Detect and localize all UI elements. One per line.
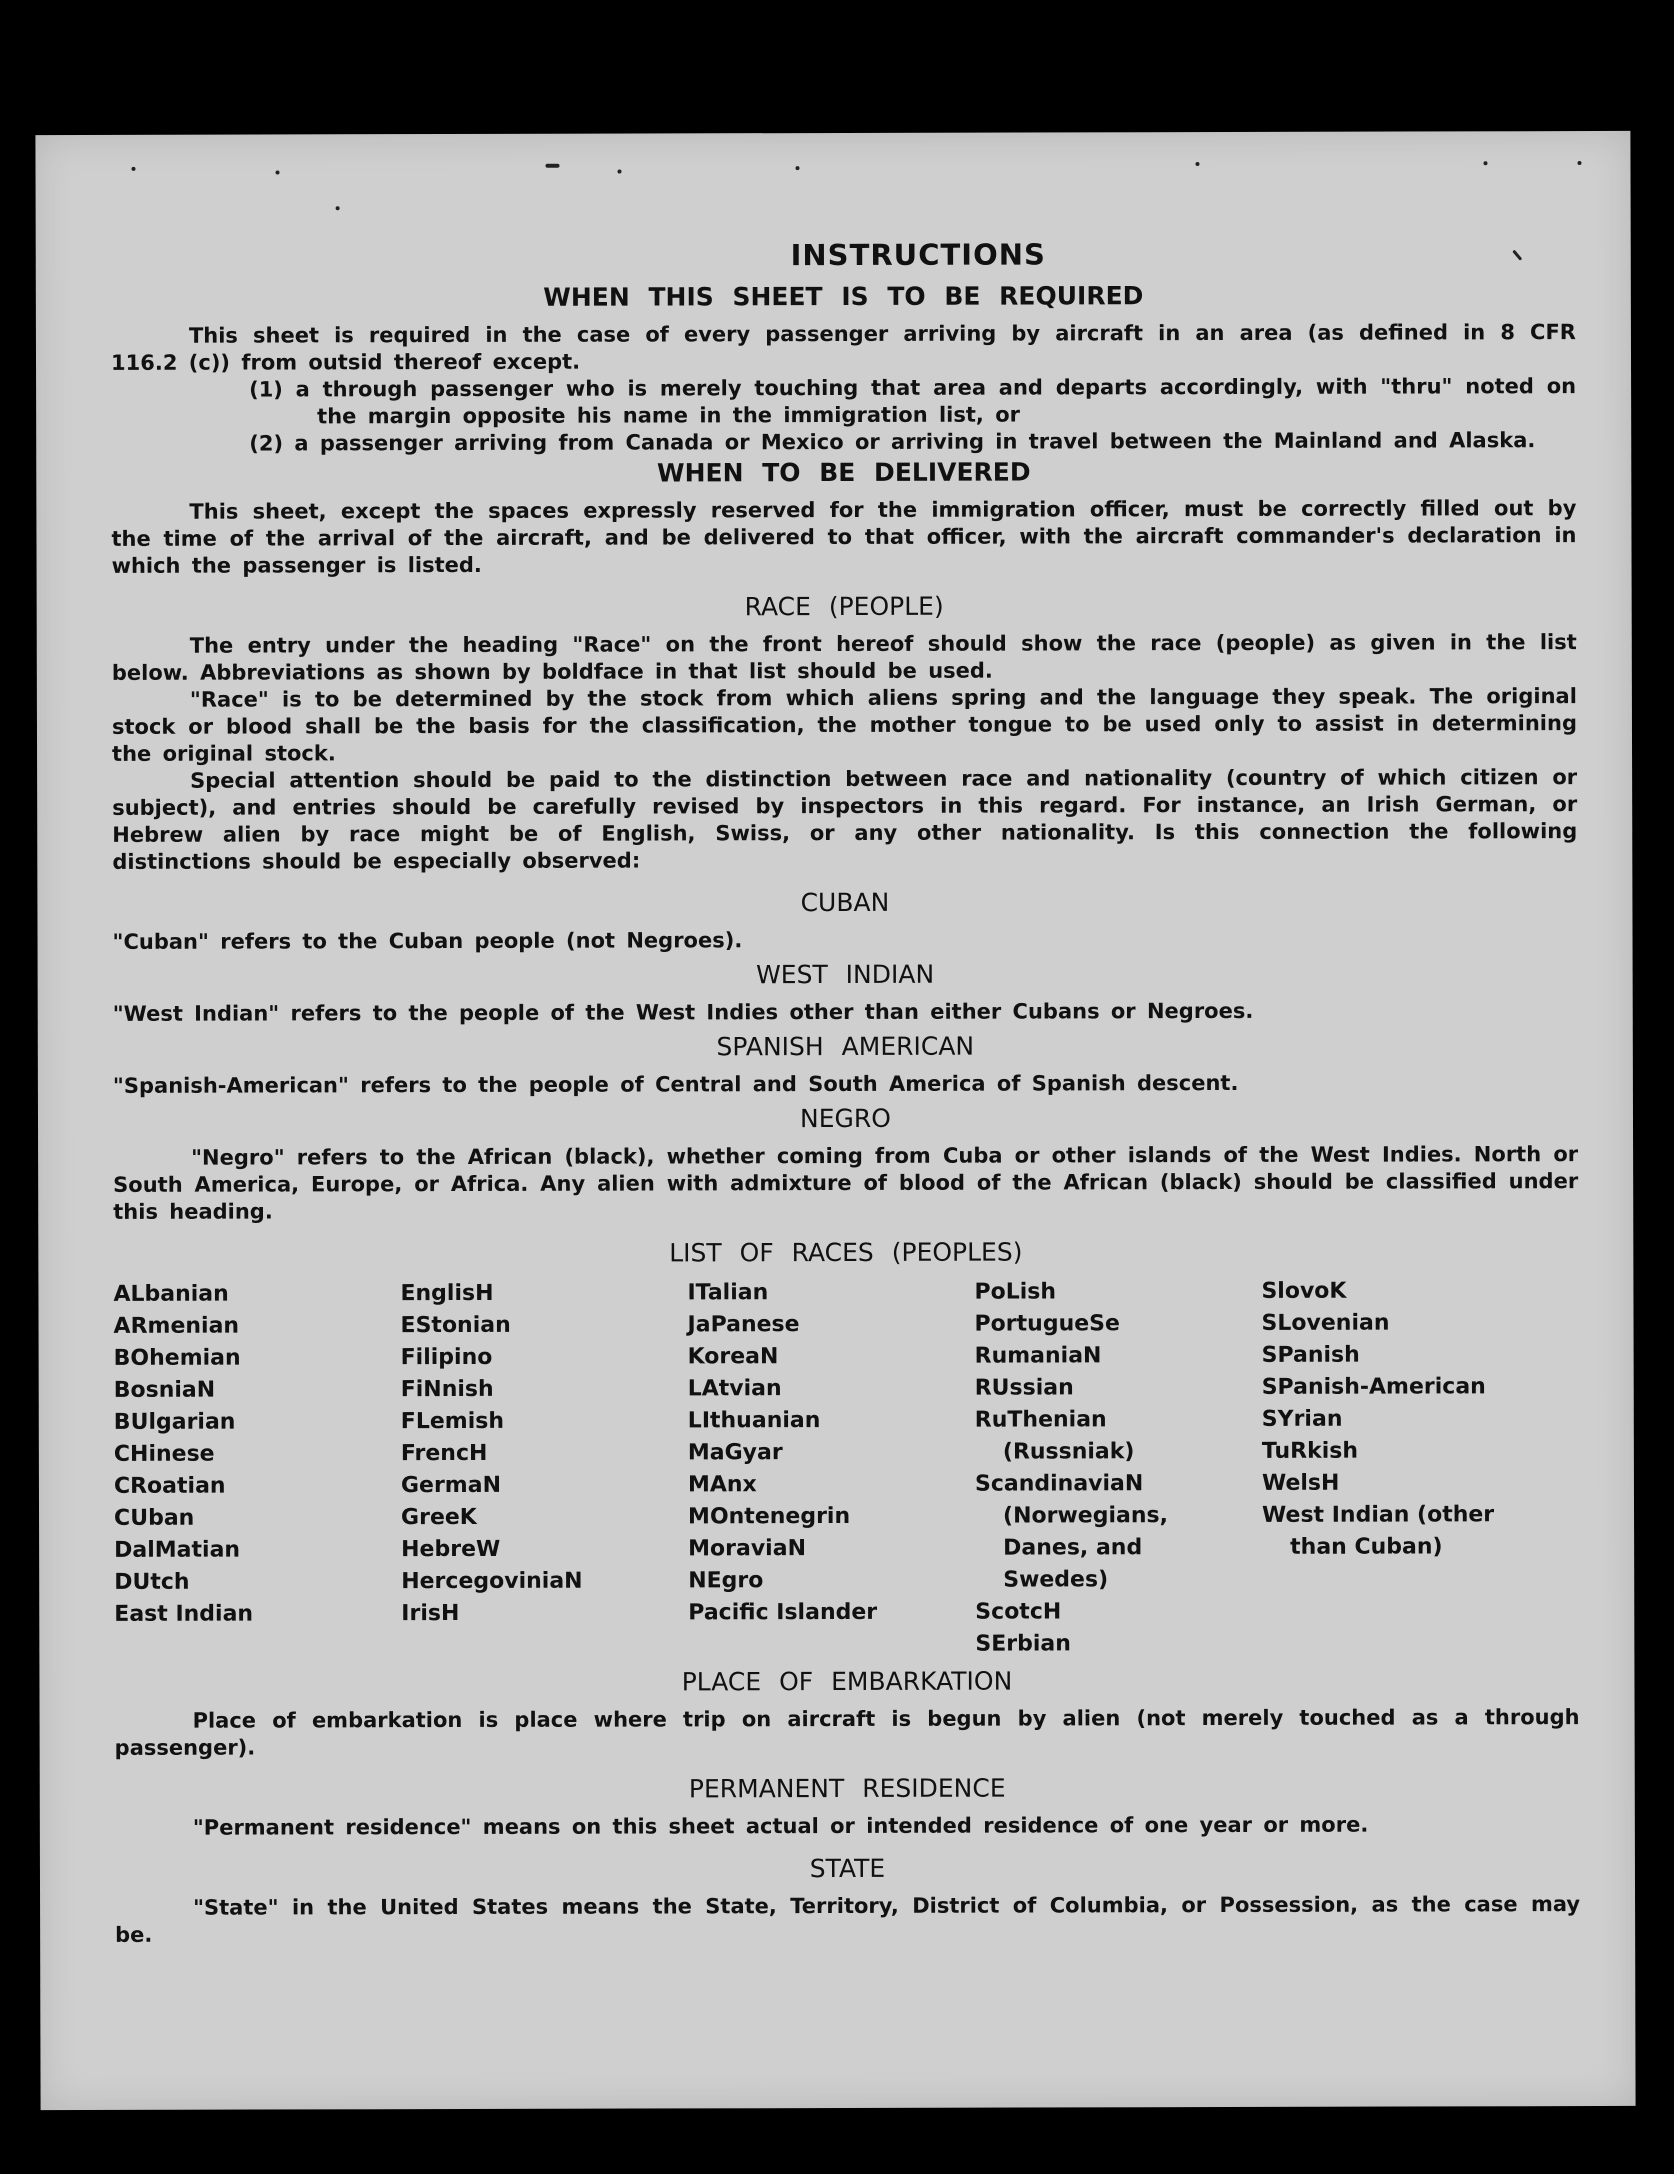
race-entry: ARmenian bbox=[113, 1313, 240, 1339]
speck bbox=[132, 167, 136, 171]
race-paragraph-1: The entry under the heading "Race" on the front hereof should show the race (people) as given in the list below. Abbreviations as shown by boldface in that list should be used. bbox=[111, 630, 1577, 685]
speck bbox=[796, 166, 800, 170]
race-entry: WelsH bbox=[1261, 1470, 1340, 1496]
race-entry: East Indian bbox=[114, 1601, 254, 1627]
race-entry: EStonian bbox=[400, 1312, 511, 1339]
race-entry: West Indian (other than Cuban) bbox=[1262, 1502, 1495, 1560]
embarkation-text: Place of embarkation is place where trip on aircraft is begun by alien (not merely touched as a through passenger). bbox=[114, 1705, 1580, 1760]
race-entry: BosniaN bbox=[113, 1377, 216, 1403]
instructions-content bbox=[111, 236, 1580, 1949]
race-entry: MaGyar bbox=[687, 1440, 783, 1466]
delivered-text: This sheet, except the spaces expressly reserved for the immigration officer, must be correctly filled out by the time of the arrival of the aircraft, and be delivered to that officer, with the aircraft commander's declaration in which the passenger is listed. bbox=[111, 496, 1577, 578]
state-text: "State" in the United States means the State, Territory, District of Columbia, or Possession, as the case may be. bbox=[115, 1892, 1581, 1947]
section-heading-state: STATE bbox=[809, 1853, 886, 1884]
race-entry: CRoatian bbox=[113, 1473, 226, 1499]
race-entry: IrisH bbox=[401, 1600, 460, 1627]
race-entry: JaPanese bbox=[687, 1312, 800, 1338]
race-entry: SLovenian bbox=[1261, 1310, 1390, 1336]
races-list bbox=[113, 1275, 1579, 1663]
required-exception-1: (1) a through passenger who is merely touching that area and departs accordingly, with "thru" noted on the margin opposite his name in the immigration list, or bbox=[249, 374, 1577, 429]
speck bbox=[1577, 161, 1581, 165]
speck bbox=[545, 164, 559, 168]
race-entry: SErbian bbox=[975, 1631, 1071, 1657]
race-entry: FrencH bbox=[400, 1440, 488, 1467]
race-entry: DUtch bbox=[114, 1569, 190, 1595]
race-entry: ScotcH bbox=[975, 1599, 1062, 1625]
race-entry: FLemish bbox=[400, 1408, 505, 1435]
document-sheet bbox=[35, 131, 1635, 2110]
section-heading-list-of-races: LIST OF RACES (PEOPLES) bbox=[669, 1237, 1023, 1268]
race-entry: CUban bbox=[114, 1505, 195, 1531]
speck bbox=[336, 206, 340, 210]
race-entry: MOntenegrin bbox=[688, 1503, 851, 1530]
race-entry: RumaniaN bbox=[974, 1343, 1102, 1369]
race-entry: Pacific Islander bbox=[688, 1599, 878, 1626]
speck bbox=[1483, 161, 1487, 165]
race-entry: ScandinaviaN (Norwegians, Danes, and Swedes) bbox=[974, 1471, 1169, 1593]
race-entry: Filipino bbox=[400, 1344, 493, 1371]
race-entry: BUlgarian bbox=[113, 1409, 236, 1435]
races-column-5 bbox=[1261, 1275, 1549, 1660]
race-entry: PortugueSe bbox=[974, 1311, 1120, 1337]
race-entry: LAtvian bbox=[687, 1376, 782, 1402]
section-heading-embarkation: PLACE OF EMBARKATION bbox=[681, 1666, 1013, 1697]
race-paragraph-3: Special attention should be paid to the distinction between race and nationality (country of which citizen or subject), and entries should be carefully revised by inspectors in this regard. For instance, an Irish German, or Hebrew alien by race might be of English, Swiss, or any other nationality. Is this connection the following distinctions should be especially observed: bbox=[112, 765, 1578, 874]
race-entry: GermaN bbox=[400, 1472, 502, 1499]
negro-text: "Negro" refers to the African (black), whether coming from Cuba or other islands of the West Indies. North or South America, Europe, or Africa. Any alien with admixture of blood of the African (black) should be classified under this heading. bbox=[113, 1142, 1579, 1224]
race-entry: MAnx bbox=[687, 1472, 757, 1498]
race-entry: HebreW bbox=[401, 1536, 501, 1563]
spanish-american-text: "Spanish-American" refers to the people of Central and South America of Spanish descent. bbox=[112, 1070, 1239, 1098]
race-entry: ALbanian bbox=[113, 1281, 229, 1307]
race-entry: DalMatian bbox=[114, 1537, 241, 1563]
races-column-2 bbox=[400, 1277, 688, 1662]
required-exception-2: (2) a passenger arriving from Canada or Mexico or arriving in travel between the Mainland and Alaska. bbox=[249, 428, 1536, 456]
race-entry: LIthuanian bbox=[687, 1408, 821, 1434]
race-entry: EnglisH bbox=[400, 1280, 494, 1307]
races-column-4 bbox=[974, 1276, 1262, 1661]
race-entry: SPanish-American bbox=[1261, 1374, 1486, 1400]
speck bbox=[1195, 162, 1199, 166]
section-heading-west-indian: WEST INDIAN bbox=[756, 959, 935, 990]
race-entry: ITalian bbox=[687, 1280, 769, 1306]
section-heading-negro: NEGRO bbox=[799, 1103, 891, 1134]
race-entry: RuThenian (Russniak) bbox=[974, 1407, 1135, 1465]
races-column-3 bbox=[687, 1277, 975, 1662]
west-indian-text: "West Indian" refers to the people of the West Indies other than either Cubans or Negroes. bbox=[112, 998, 1254, 1026]
race-entry: TuRkish bbox=[1261, 1438, 1359, 1464]
race-entry: PoLish bbox=[974, 1279, 1057, 1305]
race-entry: CHinese bbox=[113, 1441, 215, 1467]
page-title: INSTRUCTIONS bbox=[790, 237, 1046, 273]
speck bbox=[618, 170, 622, 174]
race-entry: RUssian bbox=[974, 1375, 1074, 1401]
race-paragraph-2: "Race" is to be determined by the stock from which aliens spring and the language they speak. The original stock or blood shall be the basis for the classification, the mother tongue to be used only to assist in determining the original stock. bbox=[111, 684, 1577, 766]
race-entry: HercegoviniaN bbox=[401, 1568, 583, 1595]
permanent-residence-text: "Permanent residence" means on this sheet actual or intended residence of one year or more. bbox=[192, 1812, 1369, 1840]
section-heading-spanish-american: SPANISH AMERICAN bbox=[716, 1031, 975, 1062]
race-entry: SYrian bbox=[1261, 1406, 1343, 1432]
race-entry: GreeK bbox=[401, 1504, 477, 1531]
section-heading-race: RACE (PEOPLE) bbox=[744, 591, 944, 622]
race-entry: KoreaN bbox=[687, 1344, 779, 1370]
section-heading-cuban: CUBAN bbox=[800, 887, 890, 918]
cuban-text: "Cuban" refers to the Cuban people (not Negroes). bbox=[112, 928, 743, 954]
section-heading-delivered: WHEN TO BE DELIVERED bbox=[656, 457, 1031, 488]
section-heading-permanent-residence: PERMANENT RESIDENCE bbox=[688, 1773, 1006, 1804]
race-entry: SPanish bbox=[1261, 1342, 1360, 1368]
speck bbox=[276, 170, 280, 174]
race-entry: MoraviaN bbox=[688, 1536, 806, 1562]
race-entry: FiNnish bbox=[400, 1376, 494, 1403]
race-entry: NEgro bbox=[688, 1568, 764, 1594]
race-entry: BOhemian bbox=[113, 1345, 241, 1371]
section-heading-required: WHEN THIS SHEET IS TO BE REQUIRED bbox=[543, 281, 1144, 312]
races-column-1 bbox=[113, 1278, 401, 1663]
required-intro: This sheet is required in the case of every passenger arriving by aircraft in an area (as defined in 8 CFR 116.2 (c)) from outsid thereof except. bbox=[110, 320, 1576, 375]
race-entry: SlovoK bbox=[1261, 1278, 1347, 1304]
